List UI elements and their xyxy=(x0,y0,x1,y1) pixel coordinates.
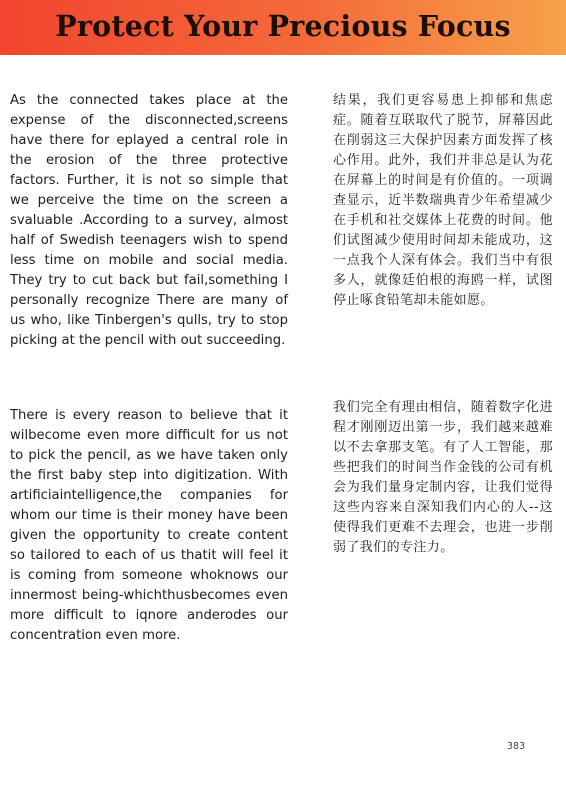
page-title: Protect Your Precious Focus xyxy=(55,9,511,43)
title-banner xyxy=(0,0,566,55)
chinese-paragraph-2: 我们完全有理由相信，随着数字化进程才刚刚迈出第一步，我们越来越难以不去拿那支笔。有了人工智能，那些把我们的时间当作金钱的公司有机会为我们量身定制内容，让我们觉得这些内容来自深知我们内心的人--这使得我们更难不去理会，也进一步削弱了我们的专注力。 xyxy=(333,400,553,555)
chinese-paragraph-1: 结果，我们更容易患上抑郁和焦虑症。随着互联取代了脱节，屏幕因此在削弱这三大保护因素方面发挥了核心作用。此外，我们并非总是认为花在屏幕上的时间是有价值的。一项调查显示，近半数瑞典青少年希望减少在手机和社交媒体上花费的时间。他们试图减少使用时间却未能成功，这一点我个人深有体会。我们当中有很多人，就像廷伯根的海鸥一样，试图停止啄食铅笔却未能如愿。 xyxy=(333,93,553,308)
english-paragraph-1: As the connected takes place at the expense of the disconnected,screens have there for eplayed a central role in the erosion of the three protective factors. Further, it is not so simple that we perceive the time on the screen a svaluable .According to a survey, almost half of Swedish teenagers wish to spend less time on mobile and social media. They try to cut back but fail,something I personally recognize There are many of us who, like Tinbergen's qulls, try to stop picking at the pencil with out succeeding. xyxy=(10,93,288,348)
page-number: 383 xyxy=(507,741,526,752)
english-paragraph-2: There is every reason to believe that it wilbecome even more difficult for us not to pick the pencil, as we have taken only the first baby step into digitization. With artificiaintelligence,the companies for whom our time is their money have been given the opportunity to create content so tailored to each of us thatit will feel it is coming from someone whoknows our innermost being-whichthusbecomes even more difficult to iqnore anderodes our concentration even more. xyxy=(10,408,288,643)
